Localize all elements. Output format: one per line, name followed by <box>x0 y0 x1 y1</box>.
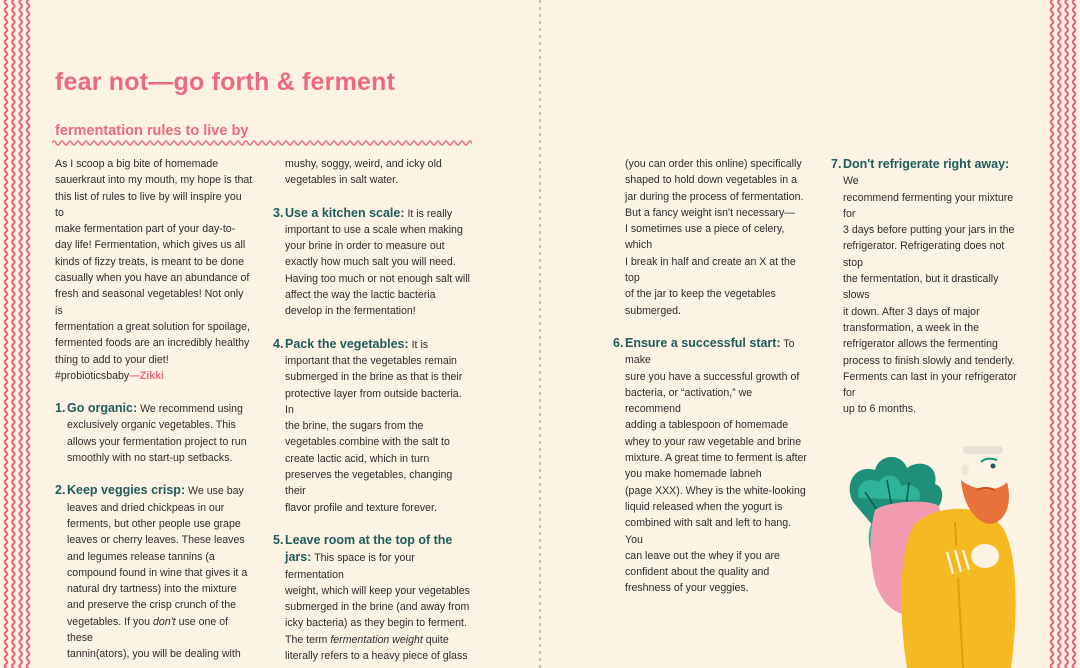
rule-number: 4. <box>273 336 284 351</box>
bearded-man-with-greens-illustration <box>835 432 1035 668</box>
rule-number: 7. <box>831 157 842 171</box>
rule-heading: Leave room at the top of the <box>285 532 453 547</box>
rule-heading: Use a kitchen scale: <box>285 205 405 220</box>
column-1 <box>55 156 253 663</box>
page-title: fear not—go forth & ferment <box>55 68 396 96</box>
column-4 <box>831 156 1027 418</box>
rule-1: 1. Go organic: We recommend using exclusively organic vegetables. This allows your fermentation project to run smoothly with no start-up setbacks. <box>55 401 247 465</box>
rule-heading-cont: jars: <box>285 550 312 565</box>
rule-heading: Keep veggies crisp: <box>67 483 186 498</box>
rule-heading: Go organic: <box>67 401 138 416</box>
column-2: mushy, soggy, weird, and icky old vegetables in salt water. 3. Use a kitchen scale: It is really important to use a scale when making your brine in order to measure out exactly how much salt you will need. Having too much or not enough salt will affect the way the lactic bacteria develop in the fermentation! 4. Pack the vegetables: It is important that the vegetables remain submerged in the brine as that is their protective layer from outside bacteria. In the brine, the sugars from the vegetables combine with the salt to create lactic acid, which in turn preserves the vegetables, changing their flavor profile and texture forever. 5. Leave room at the top of the jars: This space is for your fermentation weight, which will keep your vegetables submerged in the brine (and away from icky bacteria) as they begin to ferment. The term fermentation weight quite literally refers to a heavy piece of glass <box>273 156 473 664</box>
rule-number: 1. <box>55 401 66 416</box>
author-signature: —Zikki <box>129 369 164 382</box>
rule-number: 2. <box>55 483 66 498</box>
column-3: (you can order this online) specifically shaped to hold down vegetables in a jar during the process of fermentation. But a fancy weight isn't necessary— I sometimes use a piece of celery, which I break in half and create an X at the top of the jar to keep the vegetables submerged. 6. Ensure a successful start: To make sure you have a successful growth of bacteria, or “activation,” we recommend adding a tablespoon of homemade whey to your raw vegetable and brine mixture. A great time to ferment is after you make homemade labneh (page XXX). Whey is the white-looking liquid released when the yogurt is combined with salt and left to hang. You can leave out the whey if you are confident about the quality and freshness of your veggies. <box>613 156 810 597</box>
rule-3: 3. Use a kitchen scale: It is really important to use a scale when making your brine in order to measure out exactly how much salt you will need. Having too much or not enough salt will affect the way the lactic bacteria develop in the fermentation! <box>273 205 470 318</box>
hand <box>971 544 999 568</box>
rule-5: 5. Leave room at the top of the jars: This space is for your fermentation weight, which will keep your vegetables submerged in the brine (and away from icky bacteria) as they begin to ferment. The term fermentation weight quite literally refers to a heavy piece of glass <box>273 532 470 663</box>
rule-6: 6. Ensure a successful start: To make sure you have a successful growth of bacteria, or “activation,” we recommend adding a tablespoon of homemade whey to your raw vegetable and brine mixture. A great time to ferment is after you make homemade labneh (page XXX). Whey is the white-looking liquid released when the yogurt is combined with salt and left to hang. You can leave out the whey if you are confident about the quality and freshness of your veggies. <box>613 335 807 595</box>
rule-number: 3. <box>273 205 284 220</box>
rule-heading: Ensure a successful start: <box>625 335 781 350</box>
rule-heading: Don't refrigerate right away: <box>843 157 1010 171</box>
page-gutter <box>539 0 541 668</box>
rule-4: 4. Pack the vegetables: It is important that the vegetables remain submerged in the brine as that is their protective layer from outside bacteria. In the brine, the sugars from the vegetables combine with the salt to create lactic acid, which in turn preserves the vegetables, changing their flavor profile and texture forever. <box>273 336 463 514</box>
intro-paragraph: As I scoop a big bite of homemade sauerkraut into my mouth, my hope is that this list of rules to live by will inspire you to make fermentation part of your day-to- day life! Fermentation, which gives us all kinds of fizzy treats, is meant to be done casually when you have an abundance of fresh and seasonal vegetables! Not only is fermentation a great solution for spoilage, fermented foods are an incredibly healthy thing to add to your diet! #probioticsbaby—Zikki <box>55 158 253 382</box>
left-wave-border <box>0 0 34 668</box>
right-wave-border <box>1046 0 1080 668</box>
rule-2: 2. Keep veggies crisp: We use bay leaves and dried chickpeas in our ferments, but other people use grape leaves or cherry leaves. These leaves and legumes release tannins (a compound found in wine that gives it a natural dry tartness) into the mixture and preserve the crisp crunch of the vegetables. If you don't use one of these tannin(ators), you will be dealing with <box>55 483 248 661</box>
wavy-underline <box>52 138 472 148</box>
rule-number: 5. <box>273 532 284 547</box>
section-subtitle: fermentation rules to live by <box>55 123 249 139</box>
hashtag: #probioticsbaby <box>55 369 130 382</box>
rule-heading: Pack the vegetables: <box>285 336 409 351</box>
rule-7: 7. Don't refrigerate right away: We recommend fermenting your mixture for 3 days before putting your jars in the refrigerator. Refrigerating does not stop the fermentation, but it drastically slows it down. After 3 days of major transformation, a week in the refrigerator allows the fermenting process to finish slowly and tenderly. Ferments can last in your refrigerator for up to 6 months. <box>831 157 1017 416</box>
rule-number: 6. <box>613 335 624 350</box>
